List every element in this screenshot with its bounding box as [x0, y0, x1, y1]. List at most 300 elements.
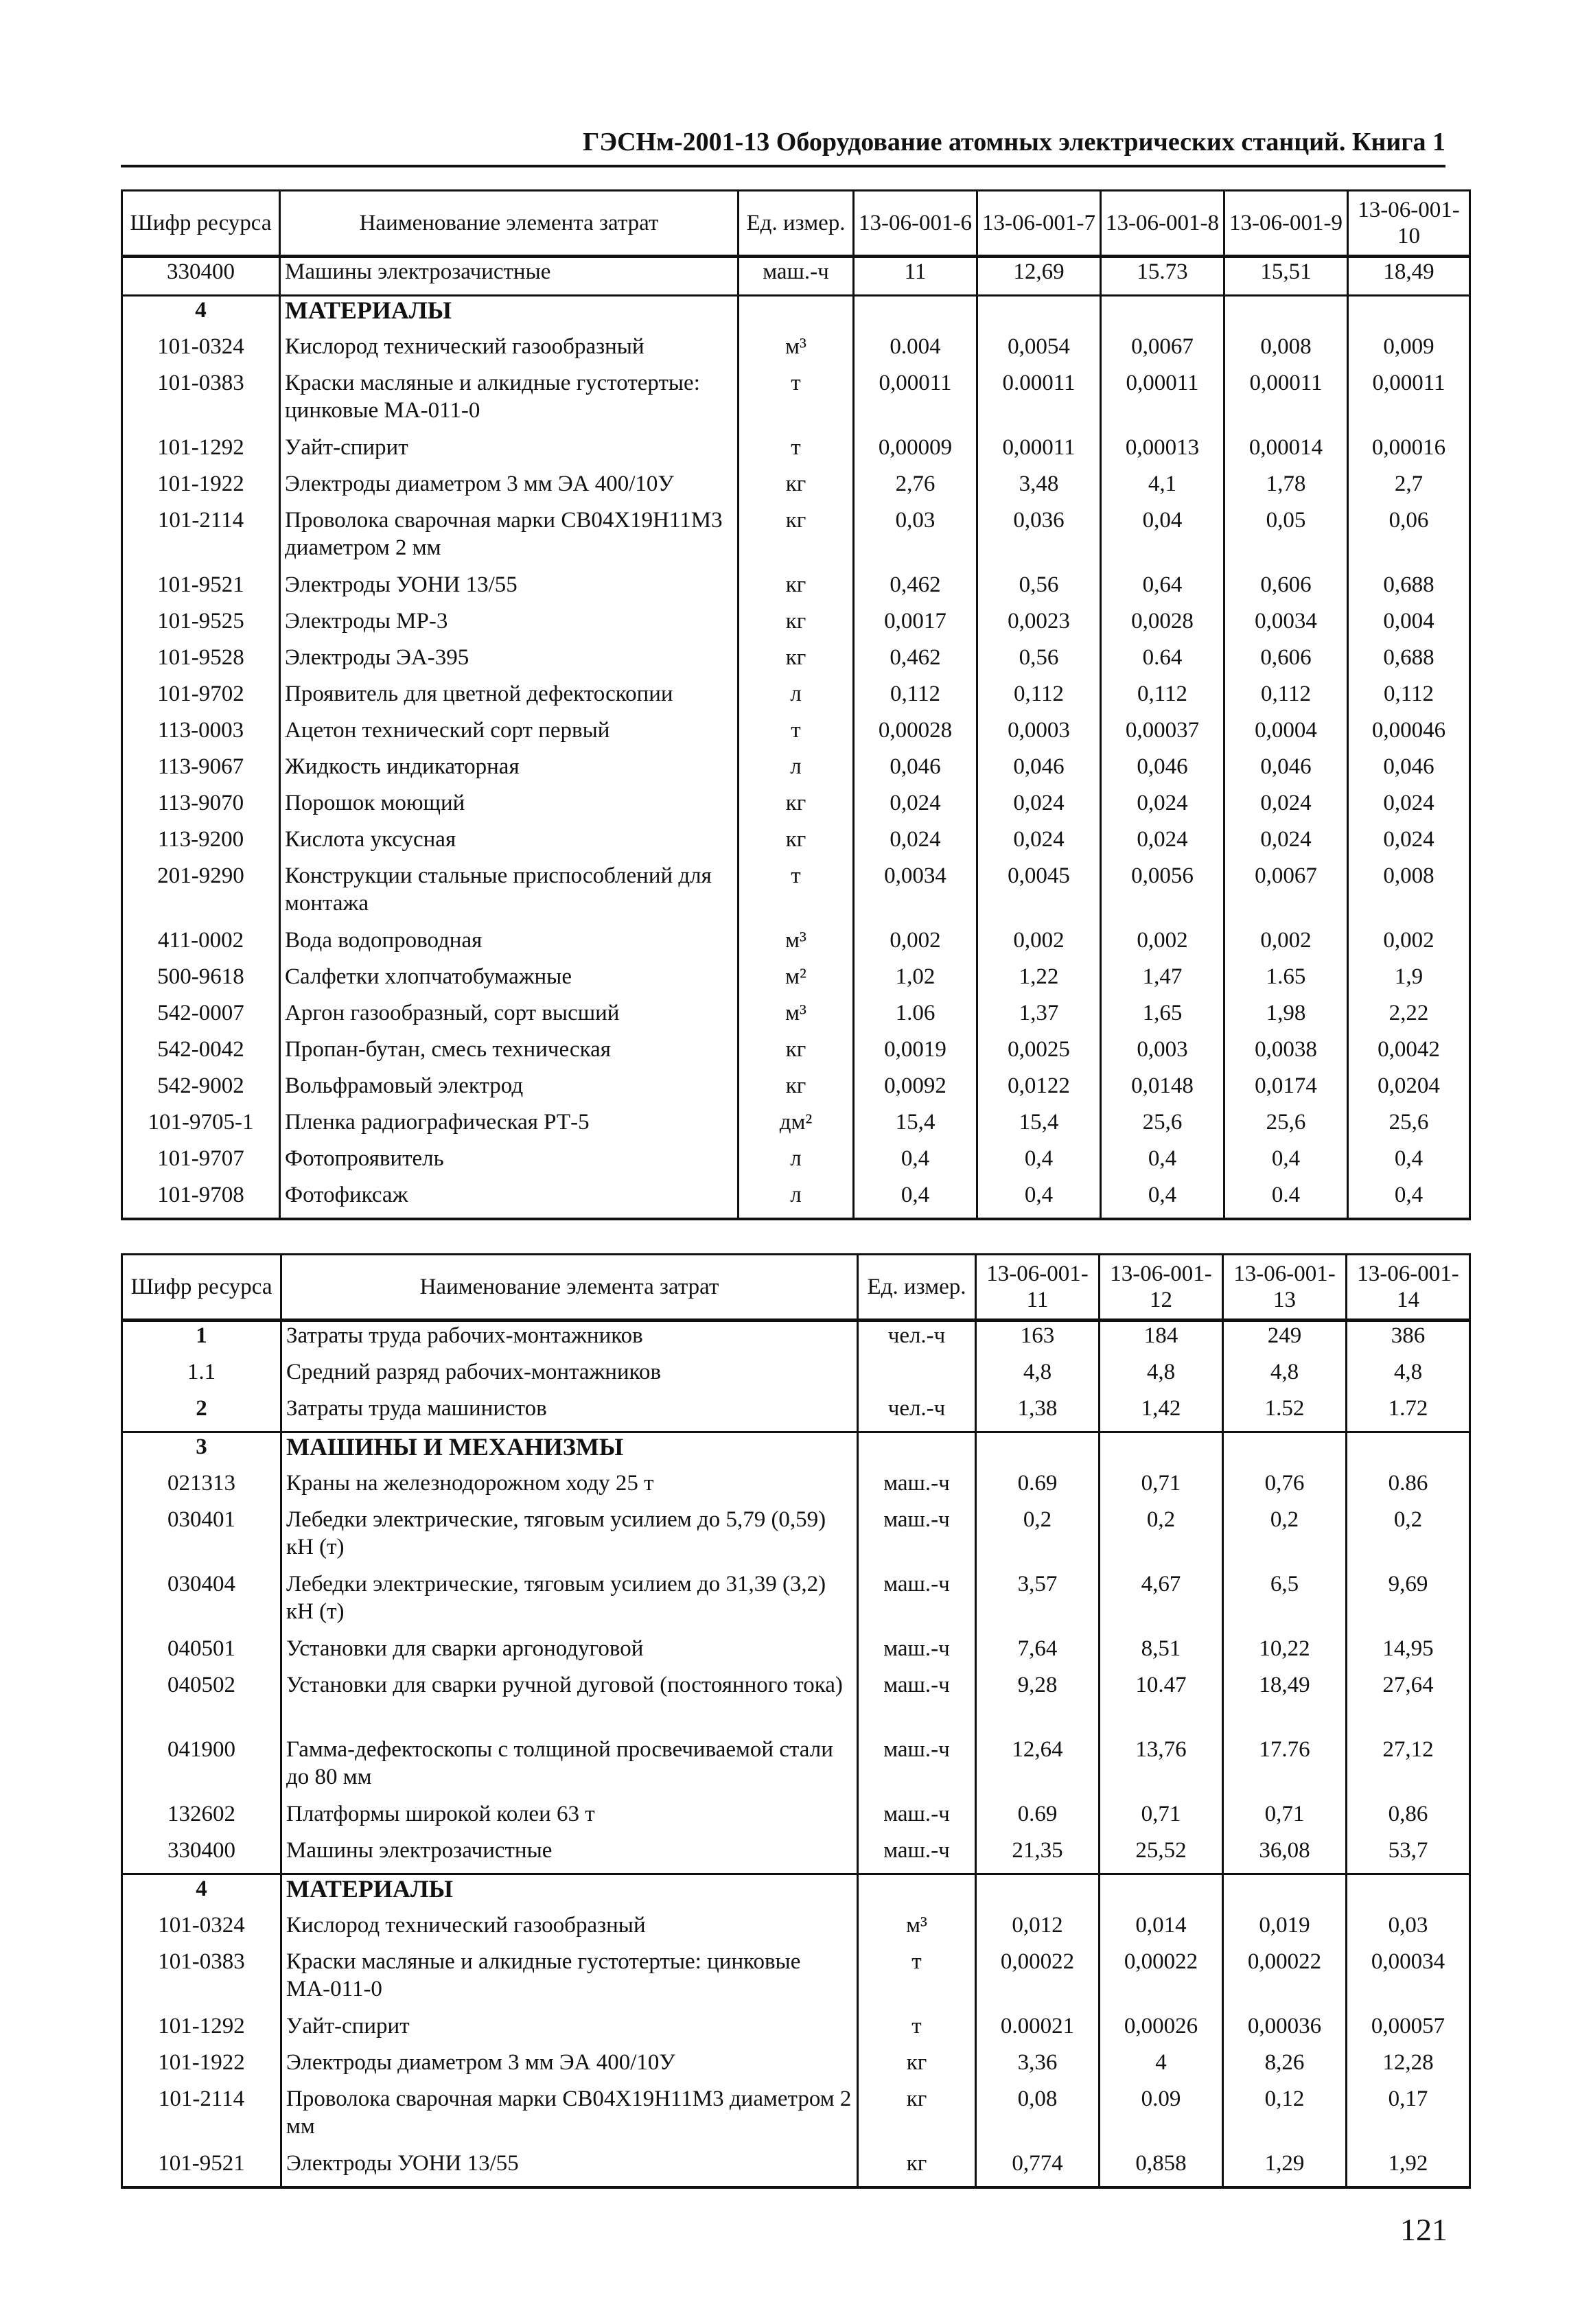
unit-of-measure: кг [739, 470, 854, 507]
norm-value: 4,8 [976, 1358, 1100, 1395]
table-row [122, 1181, 1470, 1219]
norm-value: 1,92 [1347, 2150, 1470, 2187]
cost-element-name: Салфетки хлопчатобумажные [280, 963, 739, 999]
cost-element-name: Жидкость индикаторная [280, 753, 739, 789]
cost-element-name: Фотопроявитель [280, 1145, 739, 1181]
norm-value: 0,00037 [1101, 717, 1224, 753]
norm-value: 0,00013 [1101, 434, 1224, 470]
norm-value: 0,00011 [1101, 369, 1224, 434]
norm-value: 184 [1100, 1321, 1223, 1359]
header-cell: 13-06-001-13 [1223, 1255, 1347, 1321]
cost-element-name: Пленка радиографическая РТ-5 [280, 1108, 739, 1145]
table-row [122, 1635, 1470, 1671]
norm-value: 15,51 [1224, 257, 1348, 296]
norm-value: 0,05 [1224, 507, 1348, 571]
norm-value: 0,0023 [977, 607, 1101, 644]
cost-element-name: Гамма-дефектоскопы с толщиной просвечиваемой стали до 80 мм [281, 1736, 858, 1800]
norm-value: 21,35 [976, 1837, 1100, 1874]
table-row [122, 753, 1470, 789]
norm-value: 0,688 [1348, 571, 1470, 607]
norm-value: 4,8 [1223, 1358, 1347, 1395]
norm-value: 13,76 [1100, 1736, 1223, 1800]
unit-of-measure: кг [739, 1036, 854, 1072]
norm-value: 0,002 [1348, 927, 1470, 963]
norm-value: 0.69 [976, 1469, 1100, 1506]
norm-value: 0,024 [1224, 789, 1348, 826]
norm-value: 0,046 [1348, 753, 1470, 789]
header-cell: 13-06-001-11 [976, 1255, 1100, 1321]
header-cell: Шифр ресурса [122, 191, 280, 257]
norm-value: 0,71 [1223, 1800, 1347, 1837]
cost-element-name: Краски масляные и алкидные густотертые: цинковые МА-011-0 [280, 369, 739, 434]
norm-value: 0,008 [1348, 862, 1470, 927]
unit-of-measure: л [739, 1181, 854, 1219]
norm-value: 0,024 [977, 789, 1101, 826]
cost-element-name: Лебедки электрические, тяговым усилием до 31,39 (3,2) кН (т) [281, 1570, 858, 1635]
norm-value: 0.004 [854, 333, 977, 369]
cost-element-name: Фотофиксаж [280, 1181, 739, 1219]
norm-value: 0,00034 [1347, 1948, 1470, 2012]
norm-value: 0,04 [1101, 507, 1224, 571]
resource-code: 101-0383 [122, 1948, 281, 2012]
norm-value: 0,012 [976, 1912, 1100, 1948]
norm-value: 15,4 [854, 1108, 977, 1145]
table-row [122, 1395, 1470, 1432]
norm-value: 12,69 [977, 257, 1101, 296]
table-header-row [122, 1255, 1470, 1321]
norm-value: 0,0042 [1348, 1036, 1470, 1072]
norm-value: 0,4 [1348, 1181, 1470, 1219]
resource-code: 3 [122, 1432, 281, 1470]
norm-value: 0,56 [977, 644, 1101, 680]
norm-value: 0,004 [1348, 607, 1470, 644]
norm-value: 25,6 [1348, 1108, 1470, 1145]
unit-of-measure: м² [739, 963, 854, 999]
header-cell: Наименование элемента затрат [281, 1255, 858, 1321]
resource-code: 4 [122, 1874, 281, 1912]
norm-value: 0,64 [1101, 571, 1224, 607]
norm-value: 15,4 [977, 1108, 1101, 1145]
norm-value: 0,08 [976, 2085, 1100, 2150]
norm-value: 0,003 [1101, 1036, 1224, 1072]
norm-value: 4,8 [1100, 1358, 1223, 1395]
norm-value: 0,0019 [854, 1036, 977, 1072]
unit-of-measure: чел.-ч [858, 1321, 976, 1359]
norm-value: 0,00014 [1224, 434, 1348, 470]
norm-value: 1,22 [977, 963, 1101, 999]
norm-value: 12,64 [976, 1736, 1100, 1800]
resource-code: 330400 [122, 257, 280, 296]
norm-value: 3,48 [977, 470, 1101, 507]
norm-value: 0,002 [854, 927, 977, 963]
resource-code: 101-9521 [122, 571, 280, 607]
norm-value: 0,036 [977, 507, 1101, 571]
resource-code: 101-0324 [122, 333, 280, 369]
header-cell: Ед. измер. [858, 1255, 976, 1321]
cost-element-name: Электроды УОНИ 13/55 [280, 571, 739, 607]
norm-value: 9,69 [1347, 1570, 1470, 1635]
norm-value: 0,00028 [854, 717, 977, 753]
cost-element-name: Электроды диаметром 3 мм ЭА 400/10У [281, 2049, 858, 2085]
norm-value: 0.86 [1347, 1469, 1470, 1506]
norm-value: 0,4 [977, 1145, 1101, 1181]
norm-value: 0,2 [976, 1506, 1100, 1570]
resource-code: 101-9708 [122, 1181, 280, 1219]
norm-value: 0,606 [1224, 644, 1348, 680]
unit-of-measure: кг [858, 2085, 976, 2150]
unit-of-measure: кг [739, 507, 854, 571]
cost-element-name: Вода водопроводная [280, 927, 739, 963]
norm-value: 0,0017 [854, 607, 977, 644]
norm-value: 0,024 [1101, 826, 1224, 862]
table-row [122, 963, 1470, 999]
norm-value: 0,76 [1223, 1469, 1347, 1506]
norm-value: 0,0004 [1224, 717, 1348, 753]
header-cell: Ед. измер. [739, 191, 854, 257]
cost-element-name: Лебедки электрические, тяговым усилием до 5,79 (0,59) кН (т) [281, 1506, 858, 1570]
norm-value: 249 [1223, 1321, 1347, 1359]
table-header-row [122, 191, 1470, 257]
unit-of-measure: маш.-ч [858, 1837, 976, 1874]
unit-of-measure: кг [858, 2150, 976, 2187]
norm-value: 0,00011 [977, 434, 1101, 470]
resource-code: 101-1922 [122, 470, 280, 507]
unit-of-measure: кг [739, 571, 854, 607]
norm-value: 1,78 [1224, 470, 1348, 507]
norm-value: 0,17 [1347, 2085, 1470, 2150]
cost-element-name: Краски масляные и алкидные густотертые: цинковые МА-011-0 [281, 1948, 858, 2012]
table-row [122, 1837, 1470, 1874]
resource-code: 500-9618 [122, 963, 280, 999]
norm-value: 4,1 [1101, 470, 1224, 507]
header-cell: Наименование элемента затрат [280, 191, 739, 257]
cost-element-name: Средний разряд рабочих-монтажников [281, 1358, 858, 1395]
resource-code: 4 [122, 296, 280, 334]
norm-value: 0,112 [1224, 680, 1348, 717]
resource-code: 101-0383 [122, 369, 280, 434]
norm-value: 1.52 [1223, 1395, 1347, 1432]
norm-value: 0,774 [976, 2150, 1100, 2187]
cost-element-name: Затраты труда машинистов [281, 1395, 858, 1432]
table-row [122, 1570, 1470, 1635]
table-row [122, 826, 1470, 862]
norm-value: 0,024 [1101, 789, 1224, 826]
table-row [122, 434, 1470, 470]
norm-value: 0,024 [854, 789, 977, 826]
norm-value: 8,51 [1100, 1635, 1223, 1671]
norm-value: 15.73 [1101, 257, 1224, 296]
unit-of-measure: т [739, 434, 854, 470]
resource-code: 030401 [122, 1506, 281, 1570]
table-row [122, 1358, 1470, 1395]
table-row [122, 2049, 1470, 2085]
unit-of-measure: л [739, 753, 854, 789]
cost-element-name: Кислота уксусная [280, 826, 739, 862]
norm-value: 0,0092 [854, 1072, 977, 1108]
resource-code: 021313 [122, 1469, 281, 1506]
norm-value: 0,0148 [1101, 1072, 1224, 1108]
cost-element-name: Порошок моющий [280, 789, 739, 826]
section-row [122, 296, 1470, 334]
header-cell: 13-06-001-14 [1347, 1255, 1470, 1321]
table-row [122, 1108, 1470, 1145]
cost-element-name: МАТЕРИАЛЫ [280, 296, 739, 334]
table-row [122, 862, 1470, 927]
header-cell: 13-06-001-12 [1100, 1255, 1223, 1321]
norm-value: 1,98 [1224, 999, 1348, 1036]
resource-code: 201-9290 [122, 862, 280, 927]
norm-value: 0,00057 [1347, 2012, 1470, 2049]
table-row [122, 571, 1470, 607]
norm-value: 0,00016 [1348, 434, 1470, 470]
cost-element-name: Аргон газообразный, сорт высший [280, 999, 739, 1036]
norm-value [854, 296, 977, 334]
table-body [122, 257, 1470, 1220]
norm-value: 0,002 [977, 927, 1101, 963]
norm-value: 27,12 [1347, 1736, 1470, 1800]
norm-value: 0,024 [1348, 826, 1470, 862]
norm-value: 12,28 [1347, 2049, 1470, 2085]
norm-value: 0,024 [1224, 826, 1348, 862]
norm-value: 0,0034 [1224, 607, 1348, 644]
header-cell: Шифр ресурса [122, 1255, 281, 1321]
norm-value: 18,49 [1348, 257, 1470, 296]
unit-of-measure: м³ [739, 333, 854, 369]
norm-value: 0,112 [977, 680, 1101, 717]
norm-value: 1,29 [1223, 2150, 1347, 2187]
unit-of-measure: кг [739, 826, 854, 862]
resource-code: 1.1 [122, 1358, 281, 1395]
table-row [122, 789, 1470, 826]
norm-value: 0,024 [977, 826, 1101, 862]
cost-element-name: МАШИНЫ И МЕХАНИЗМЫ [281, 1432, 858, 1470]
resource-code: 542-9002 [122, 1072, 280, 1108]
resource-code: 330400 [122, 1837, 281, 1874]
norm-value: 0,03 [854, 507, 977, 571]
table-row [122, 257, 1470, 296]
norm-value: 0,03 [1347, 1912, 1470, 1948]
norm-value: 0,4 [1348, 1145, 1470, 1181]
cost-element-name: Проволока сварочная марки СВ04Х19Н11М3 диаметром 2 мм [281, 2085, 858, 2150]
unit-of-measure: маш.-ч [858, 1506, 976, 1570]
resource-code: 2 [122, 1395, 281, 1432]
table-row [122, 1321, 1470, 1359]
norm-value: 0,12 [1223, 2085, 1347, 2150]
norm-value: 0,00022 [1100, 1948, 1223, 2012]
cost-element-name: Электроды УОНИ 13/55 [281, 2150, 858, 2187]
resource-code: 101-9525 [122, 607, 280, 644]
norm-value: 1.72 [1347, 1395, 1470, 1432]
norm-value: 0,71 [1100, 1800, 1223, 1837]
resource-code: 101-9707 [122, 1145, 280, 1181]
norm-value: 0,00022 [1223, 1948, 1347, 2012]
unit-of-measure: м³ [739, 927, 854, 963]
cost-element-name: Установки для сварки ручной дуговой (постоянного тока) [281, 1671, 858, 1736]
norm-value: 27,64 [1347, 1671, 1470, 1736]
table-row [122, 507, 1470, 571]
unit-of-measure: т [739, 862, 854, 927]
norm-value [976, 1432, 1100, 1470]
norm-value: 163 [976, 1321, 1100, 1359]
page-number: 121 [1400, 2212, 1448, 2247]
norm-value: 0,86 [1347, 1800, 1470, 1837]
cost-element-name: Конструкции стальные приспособлений для монтажа [280, 862, 739, 927]
resource-code: 132602 [122, 1800, 281, 1837]
norm-value [1100, 1432, 1223, 1470]
table-row [122, 607, 1470, 644]
norm-value: 2,22 [1348, 999, 1470, 1036]
table-row [122, 1948, 1470, 2012]
norm-value: 0,00036 [1223, 2012, 1347, 2049]
norm-value: 11 [854, 257, 977, 296]
unit-of-measure: л [739, 1145, 854, 1181]
resource-code: 040502 [122, 1671, 281, 1736]
norm-value: 0,2 [1223, 1506, 1347, 1570]
table-row [122, 927, 1470, 963]
norm-value: 1,42 [1100, 1395, 1223, 1432]
norm-value: 0,014 [1100, 1912, 1223, 1948]
norm-value: 2,7 [1348, 470, 1470, 507]
norm-value: 0,0067 [1101, 333, 1224, 369]
unit-of-measure: маш.-ч [858, 1570, 976, 1635]
norm-value: 1,38 [976, 1395, 1100, 1432]
table-row [122, 1506, 1470, 1570]
header-cell: 13-06-001-8 [1101, 191, 1224, 257]
cost-element-name: Платформы широкой колеи 63 т [281, 1800, 858, 1837]
resource-code: 101-9528 [122, 644, 280, 680]
norm-value: 0,0045 [977, 862, 1101, 927]
norm-value: 0.00021 [976, 2012, 1100, 2049]
table-row [122, 2085, 1470, 2150]
cost-element-name: Уайт-спирит [281, 2012, 858, 2049]
norm-value: 0,4 [854, 1145, 977, 1181]
norm-value: 0,0034 [854, 862, 977, 927]
cost-element-name: Электроды МР-3 [280, 607, 739, 644]
page-header-title: ГЭСНм-2001-13 Оборудование атомных электрических станций. Книга 1 [121, 124, 1445, 167]
resource-table-2 [121, 1253, 1471, 2189]
norm-value: 0,112 [854, 680, 977, 717]
resource-code: 542-0042 [122, 1036, 280, 1072]
unit-of-measure: маш.-ч [858, 1671, 976, 1736]
norm-value: 18,49 [1223, 1671, 1347, 1736]
cost-element-name: Вольфрамовый электрод [280, 1072, 739, 1108]
norm-value: 14,95 [1347, 1635, 1470, 1671]
resource-code: 113-0003 [122, 717, 280, 753]
cost-element-name: Машины электрозачистные [281, 1837, 858, 1874]
norm-value: 10.47 [1100, 1671, 1223, 1736]
table-row [122, 1671, 1470, 1736]
norm-value: 25,6 [1224, 1108, 1348, 1145]
header-cell: 13-06-001-9 [1224, 191, 1348, 257]
unit-of-measure [858, 1358, 976, 1395]
norm-value: 0.00011 [977, 369, 1101, 434]
norm-value: 386 [1347, 1321, 1470, 1359]
resource-code: 411-0002 [122, 927, 280, 963]
table-row [122, 1912, 1470, 1948]
cost-element-name: Затраты труда рабочих-монтажников [281, 1321, 858, 1359]
table-row [122, 644, 1470, 680]
norm-value: 0,688 [1348, 644, 1470, 680]
norm-value [1224, 296, 1348, 334]
table-row [122, 2150, 1470, 2187]
unit-of-measure: маш.-ч [858, 1736, 976, 1800]
cost-element-name: Электроды ЭА-395 [280, 644, 739, 680]
norm-value [1347, 1432, 1470, 1470]
norm-value [1347, 1874, 1470, 1912]
unit-of-measure: маш.-ч [858, 1800, 976, 1837]
resource-code: 101-1922 [122, 2049, 281, 2085]
resource-code: 040501 [122, 1635, 281, 1671]
norm-value: 0,06 [1348, 507, 1470, 571]
resource-code: 101-9521 [122, 2150, 281, 2187]
norm-value: 0.09 [1100, 2085, 1223, 2150]
section-row [122, 1432, 1470, 1470]
norm-value: 0,112 [1348, 680, 1470, 717]
norm-value: 4,8 [1347, 1358, 1470, 1395]
unit-of-measure [739, 296, 854, 334]
norm-value: 36,08 [1223, 1837, 1347, 1874]
unit-of-measure [858, 1874, 976, 1912]
norm-value: 0,0028 [1101, 607, 1224, 644]
unit-of-measure: кг [739, 1072, 854, 1108]
table-row [122, 1145, 1470, 1181]
norm-value: 6,5 [1223, 1570, 1347, 1635]
table-row [122, 333, 1470, 369]
norm-value: 0,0038 [1224, 1036, 1348, 1072]
resource-code: 113-9070 [122, 789, 280, 826]
norm-value: 0,00011 [1348, 369, 1470, 434]
norm-value: 0,046 [1224, 753, 1348, 789]
norm-value [1223, 1432, 1347, 1470]
cost-element-name: Уайт-спирит [280, 434, 739, 470]
norm-value: 0,00026 [1100, 2012, 1223, 2049]
cost-element-name: Краны на железнодорожном ходу 25 т [281, 1469, 858, 1506]
norm-value: 7,64 [976, 1635, 1100, 1671]
norm-value [1223, 1874, 1347, 1912]
unit-of-measure: маш.-ч [858, 1635, 976, 1671]
resource-code: 113-9200 [122, 826, 280, 862]
norm-value: 0,024 [1348, 789, 1470, 826]
norm-value: 0,046 [977, 753, 1101, 789]
cost-element-name: МАТЕРИАЛЫ [281, 1874, 858, 1912]
norm-value: 0,112 [1101, 680, 1224, 717]
table-row [122, 1800, 1470, 1837]
norm-value: 0,0056 [1101, 862, 1224, 927]
norm-value: 0,462 [854, 571, 977, 607]
norm-value: 1,02 [854, 963, 977, 999]
norm-value: 0,4 [1224, 1145, 1348, 1181]
unit-of-measure: маш.-ч [858, 1469, 976, 1506]
norm-value: 0.64 [1101, 644, 1224, 680]
norm-value: 1,65 [1101, 999, 1224, 1036]
norm-value: 0,858 [1100, 2150, 1223, 2187]
unit-of-measure: м³ [858, 1912, 976, 1948]
norm-value: 0,0204 [1348, 1072, 1470, 1108]
norm-value: 53,7 [1347, 1837, 1470, 1874]
norm-value: 4 [1100, 2049, 1223, 2085]
resource-table-1 [121, 189, 1471, 1220]
norm-value: 1,9 [1348, 963, 1470, 999]
unit-of-measure: кг [739, 644, 854, 680]
resource-code: 542-0007 [122, 999, 280, 1036]
norm-value: 25,52 [1100, 1837, 1223, 1874]
norm-value: 1.65 [1224, 963, 1348, 999]
norm-value: 0.69 [976, 1800, 1100, 1837]
table-row [122, 999, 1470, 1036]
table-row [122, 1036, 1470, 1072]
table-row [122, 717, 1470, 753]
header-cell: 13-06-001-10 [1348, 191, 1470, 257]
